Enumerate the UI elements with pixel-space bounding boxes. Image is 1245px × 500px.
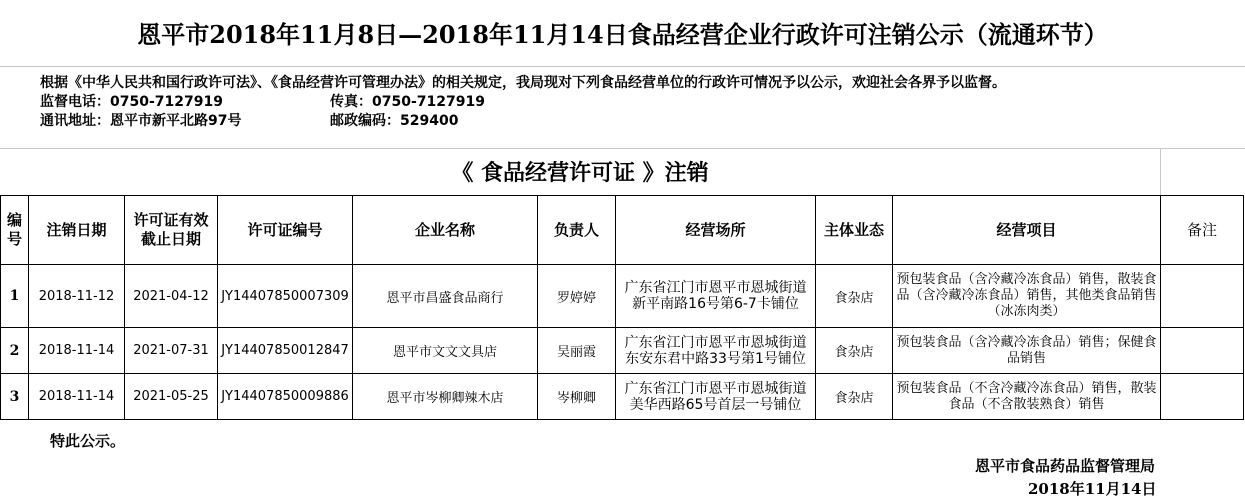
table-cell: 恩平市岑柳卿辣木店 xyxy=(353,374,538,420)
table-cell xyxy=(1161,265,1244,328)
table-cell: JY14407850007309 xyxy=(218,265,353,328)
table-cell: 岑柳卿 xyxy=(538,374,616,420)
table-cell: 食杂店 xyxy=(816,265,893,328)
table-cell: 预包装食品（含冷藏冷冻食品）销售，散装食品（含冷藏冷冻食品）销售，其他类食品销售（冰冻肉类） xyxy=(893,265,1161,328)
table-cell: 吴丽霞 xyxy=(538,328,616,374)
header-cell: 许可证有效截止日期 xyxy=(125,196,218,265)
table-header xyxy=(1,196,1244,265)
table-cell: 预包装食品（含冷藏冷冻食品）销售；保健食品销售 xyxy=(893,328,1161,374)
gridline xyxy=(1160,148,1161,195)
table-cell: 2 xyxy=(1,328,29,374)
footer-date: 2018年11月14日 xyxy=(1028,480,1157,498)
subtitle: 《 食品经营许可证 》注销 xyxy=(451,161,709,186)
postcode: 邮政编码：529400 xyxy=(330,113,459,129)
footer-org: 恩平市食品药品监督管理局 xyxy=(975,457,1156,475)
table-cell: 2018-11-14 xyxy=(29,374,125,420)
header-cell: 备注 xyxy=(1161,196,1244,265)
table-cell: 2018-11-12 xyxy=(29,265,125,328)
address: 通讯地址：恩平市新平北路97号 xyxy=(40,113,242,129)
table-cell: 2021-07-31 xyxy=(125,328,218,374)
table-cell: JY14407850009886 xyxy=(218,374,353,420)
table-cell: 恩平市文文文具店 xyxy=(353,328,538,374)
table-cell: 2021-04-12 xyxy=(125,265,218,328)
notice-block xyxy=(40,74,1006,131)
table-cell: 2018-11-14 xyxy=(29,328,125,374)
header-cell: 经营场所 xyxy=(616,196,816,265)
header-cell: 编号 xyxy=(1,196,29,265)
header-cell: 注销日期 xyxy=(29,196,125,265)
table-cell: 2021-05-25 xyxy=(125,374,218,420)
table-cell: 罗婷婷 xyxy=(538,265,616,328)
header-cell: 负责人 xyxy=(538,196,616,265)
gridline xyxy=(0,148,1245,149)
fax: 传真：0750-7127919 xyxy=(330,94,485,110)
table-cell: 广东省江门市恩平市恩城街道美华西路65号首层一号铺位 xyxy=(616,374,816,420)
page-title: 恩平市2018年11月8日—2018年11月14日食品经营企业行政许可注销公示（流通环节） xyxy=(0,0,1245,67)
table-row xyxy=(1,328,1244,374)
table-row xyxy=(1,265,1244,328)
table-row xyxy=(1,374,1244,420)
footer-note: 特此公示。 xyxy=(50,432,126,450)
table-cell: 广东省江门市恩平市恩城街道东安东君中路33号第1号铺位 xyxy=(616,328,816,374)
table-cell: 恩平市昌盛食品商行 xyxy=(353,265,538,328)
table-cell: 广东省江门市恩平市恩城街道新平南路16号第6-7卡铺位 xyxy=(616,265,816,328)
table-cell: 预包装食品（不含冷藏冷冻食品）销售，散装食品（不含散装熟食）销售 xyxy=(893,374,1161,420)
header-cell: 许可证编号 xyxy=(218,196,353,265)
header-cell: 主体业态 xyxy=(816,196,893,265)
table-cell: 食杂店 xyxy=(816,328,893,374)
notice-intro: 根据《中华人民共和国行政许可法》、《食品经营许可管理办法》的相关规定，我局现对下列食品经营单位的行政许可情况予以公示，欢迎社会各界予以监督。 xyxy=(40,75,1006,91)
header-cell: 企业名称 xyxy=(353,196,538,265)
table-cell: 食杂店 xyxy=(816,374,893,420)
table-cell xyxy=(1161,328,1244,374)
table-cell: 1 xyxy=(1,265,29,328)
license-table xyxy=(0,195,1244,420)
table-cell: JY14407850012847 xyxy=(218,328,353,374)
header-cell: 经营项目 xyxy=(893,196,1161,265)
table-cell xyxy=(1161,374,1244,420)
phone: 监督电话：0750-7127919 xyxy=(40,94,223,110)
table-cell: 3 xyxy=(1,374,29,420)
